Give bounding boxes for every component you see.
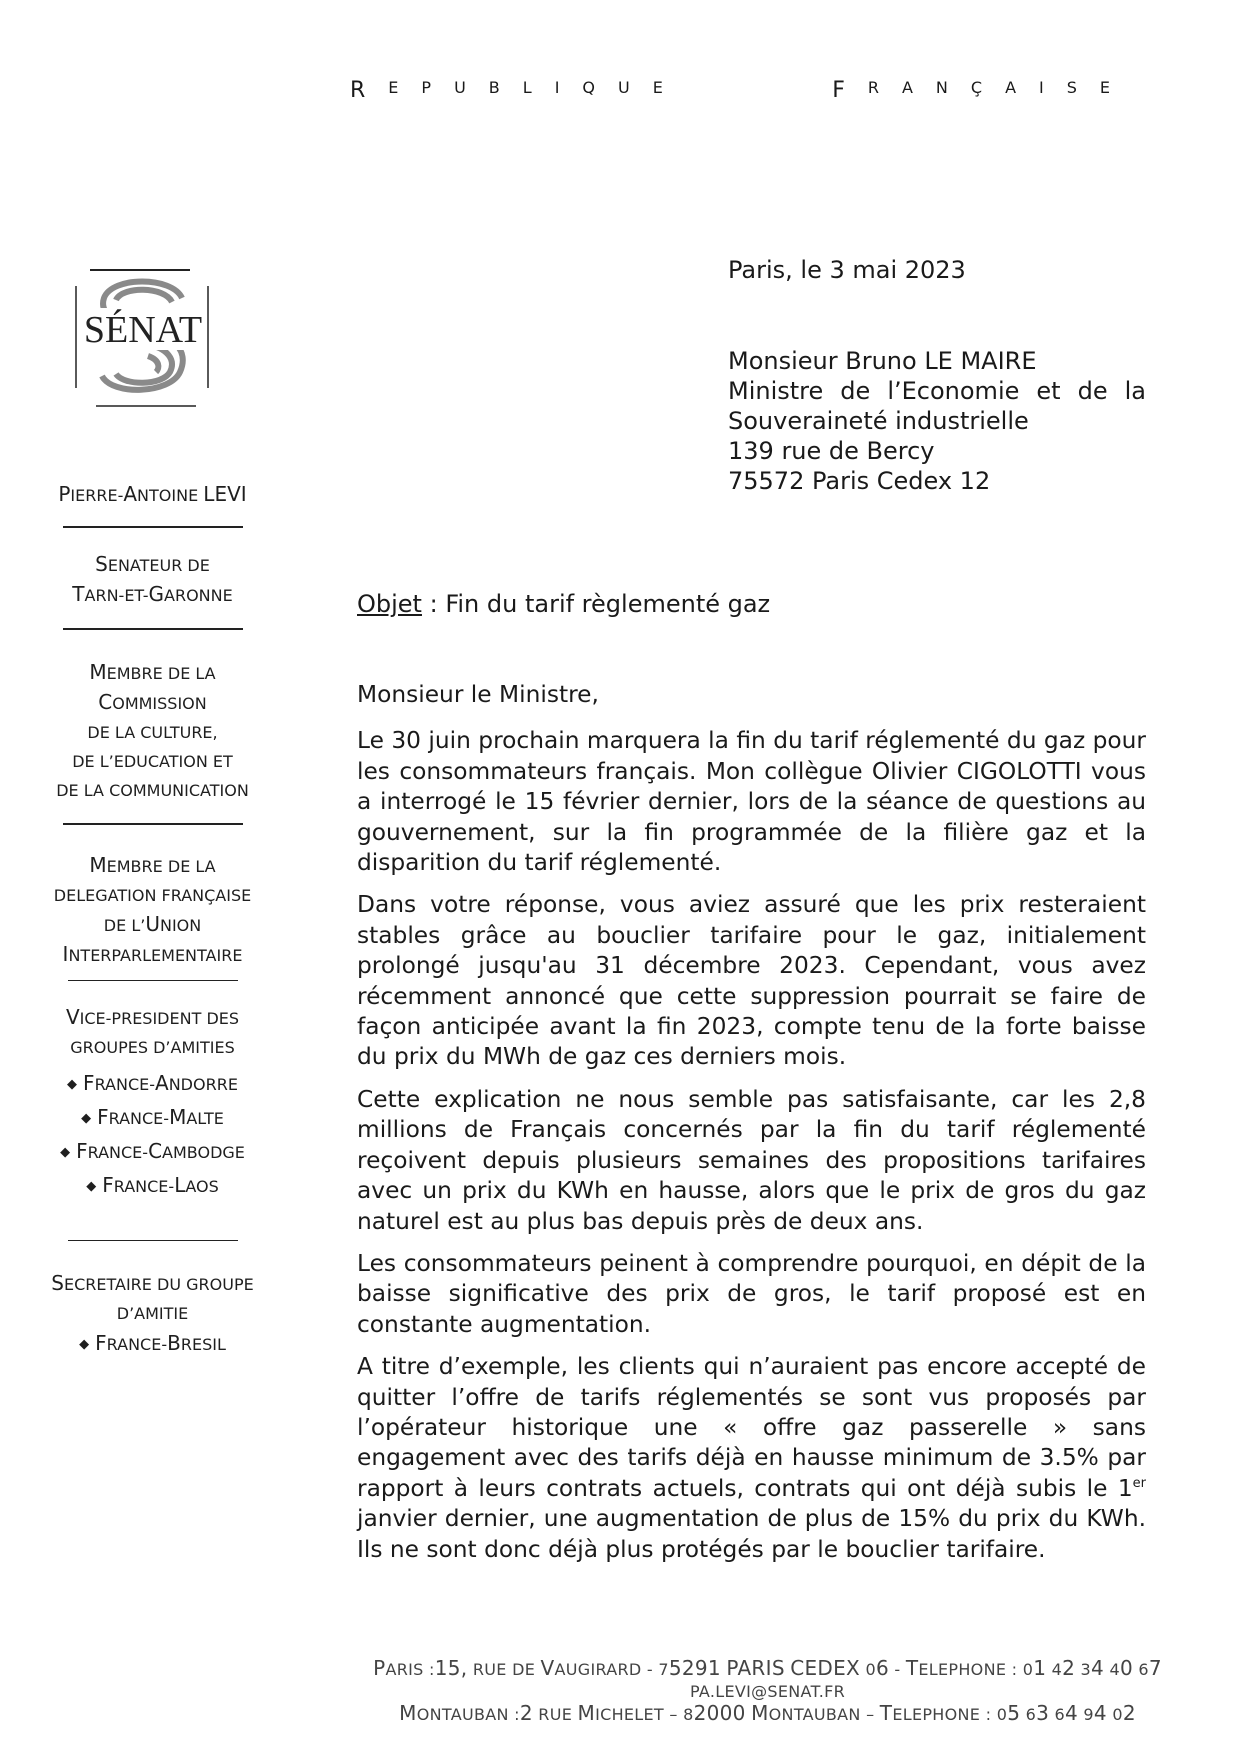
- letter-body: [357, 680, 1146, 1577]
- paragraph-5: [357, 1352, 1146, 1565]
- friendship-groups-list: [30, 1068, 275, 1204]
- logo-text: SÉNAT: [83, 309, 203, 351]
- sidebar-line: DE L’UNION: [103, 912, 202, 936]
- friendship-group-item: [30, 1102, 275, 1136]
- sidebar-line: GROUPES D’AMITIES: [70, 1038, 235, 1057]
- letterhead-letter: E: [652, 78, 663, 97]
- friendship-group-item: [30, 1136, 275, 1170]
- letterhead-letter: U: [454, 78, 466, 97]
- sidebar-line: VICE-PRESIDENT DES: [65, 1005, 240, 1029]
- sidebar-line: DE LA CULTURE,: [87, 723, 218, 742]
- paragraph-5-text-a: A titre d’exemple, les clients qui n’auraient pas encore accepté de quitter l’offre de tarifs réglementés se sont vus proposés par l’opérateur historique une « offre gaz passerelle » sans engagement avec des tarifs déjà en hausse minimum de 3.5% par rapport à leurs contrats actuels, contrats qui ont déjà subis le 1: [357, 1353, 1146, 1502]
- sidebar-line: SECRETAIRE DU GROUPE: [51, 1271, 254, 1295]
- letterhead-letter: Ç: [970, 78, 983, 97]
- paragraph-4: Les consommateurs peinent à comprendre pourquoi, en dépit de la baisse significative des prix de gros, le tarif proposé est en constante augmentation.: [357, 1249, 1146, 1338]
- footer-paris-address: PARIS :15, RUE DE VAUGIRARD - 75291 PARIS CEDEX 06 - TELEPHONE : 01 42 34 40 67 PA.LEVI@SENAT.FR: [373, 1656, 1162, 1701]
- sidebar-line: INTERPARLEMENTAIRE: [62, 942, 243, 966]
- friendship-group-item: [30, 1328, 275, 1362]
- recipient-city: 75572 Paris Cedex 12: [728, 467, 991, 495]
- diamond-bullet-icon: ◆: [67, 1077, 78, 1092]
- recipient-title: Ministre de l’Economie et de la: [728, 377, 1146, 405]
- letterhead-letter: N: [935, 78, 948, 97]
- recipient-name: Monsieur Bruno LE MAIRE: [728, 347, 1037, 375]
- recipient-address: [728, 346, 1146, 496]
- letterhead-word-republique: [350, 78, 663, 103]
- sidebar: [30, 480, 275, 1362]
- paragraph-3: Cette explication ne nous semble pas satisfaisante, car les 2,8 millions de Français concernés par la fin du tarif réglementé reçoivent depuis plusieurs semaines des propositions tarifaires avec un prix du KWh en hausse, alors que le prix de gros du gaz naturel est au plus bas depuis près de deux ans.: [357, 1085, 1146, 1235]
- letterhead-title: [350, 78, 1110, 103]
- letter-footer: [340, 1658, 1195, 1726]
- letterhead-letter: A: [1005, 78, 1017, 97]
- letterhead-letter: E: [1099, 78, 1110, 97]
- sidebar-line: TARN-ET-GARONNE: [72, 582, 233, 606]
- friendship-group-label: FRANCE-ANDORRE: [83, 1071, 238, 1095]
- letterhead-letter: U: [618, 78, 630, 97]
- letterhead-letter: R: [867, 78, 879, 97]
- letterhead-letter: R: [350, 78, 366, 103]
- sidebar-line: DELEGATION FRANÇAISE: [53, 886, 252, 905]
- ordinal-superscript: er: [1132, 1475, 1146, 1491]
- senator-title: [30, 550, 275, 610]
- friendship-group-label: FRANCE-MALTE: [97, 1105, 224, 1129]
- friendship-group-item: [30, 1068, 275, 1102]
- letterhead-letter: I: [1039, 78, 1044, 97]
- sidebar-line: D’AMITIE: [116, 1304, 189, 1323]
- letterhead-letter: A: [901, 78, 913, 97]
- delegation-membership: [30, 851, 275, 970]
- diamond-bullet-icon: ◆: [81, 1111, 92, 1126]
- friendship-group-item: [30, 1170, 275, 1204]
- sidebar-line: DE L’EDUCATION ET: [72, 752, 233, 771]
- letterhead-letter: I: [554, 78, 560, 97]
- subject-label: Objet: [357, 590, 422, 618]
- sidebar-line: MEMBRE DE LA: [89, 853, 216, 877]
- commission-membership: [30, 658, 275, 805]
- friendship-group-label: FRANCE-CAMBODGE: [76, 1139, 245, 1163]
- paragraph-1: Le 30 juin prochain marquera la fin du tarif réglementé du gaz pour les consommateurs français. Mon collègue Olivier CIGOLOTTI vous a interrogé le 15 février dernier, lors de la séance de questions au gouvernement, sur la fin programmée de la filière gaz et la disparition du tarif réglementé.: [357, 727, 1146, 877]
- subject-text: : Fin du tarif règlementé gaz: [421, 590, 771, 618]
- recipient-title-cont: Souveraineté industrielle: [728, 407, 1029, 435]
- secretary-group: [30, 1328, 275, 1362]
- senator-name: PIERRE-ANTOINE LEVI: [58, 482, 247, 506]
- diamond-bullet-icon: ◆: [60, 1145, 71, 1160]
- letterhead-letter: S: [1066, 78, 1077, 97]
- sidebar-line: COMMISSION: [98, 690, 207, 714]
- paragraph-2: Dans votre réponse, vous aviez assuré que les prix resteraient stables grâce au bouclier tarifaire pour le gaz, initialement prolongé jusqu'au 31 décembre 2023. Cependant, vous avez récemment annoncé que cette suppression pourrait se faire de façon anticipée avant la fin 2023, compte tenu de la forte baisse du prix du MWh de gaz ces derniers mois.: [357, 891, 1146, 1071]
- letterhead-letter: L: [522, 78, 532, 97]
- letterhead-letter: E: [388, 78, 399, 97]
- footer-montauban-address: MONTAUBAN :2 RUE MICHELET – 82000 MONTAUBAN – TELEPHONE : 05 63 64 94 02: [399, 1701, 1136, 1725]
- letterhead-letter: Q: [582, 78, 595, 97]
- letter-subject: [357, 590, 770, 618]
- friendship-group-label: FRANCE-LAOS: [102, 1173, 219, 1197]
- letter-date: Paris, le 3 mai 2023: [728, 256, 966, 284]
- letterhead-letter: F: [832, 78, 845, 103]
- recipient-street: 139 rue de Bercy: [728, 437, 935, 465]
- letterhead-letter: B: [488, 78, 500, 97]
- secretary-title: [30, 1269, 275, 1328]
- diamond-bullet-icon: ◆: [86, 1179, 97, 1194]
- vice-president-title: [30, 1003, 275, 1062]
- senat-logo: [72, 268, 214, 408]
- sidebar-line: MEMBRE DE LA: [89, 660, 216, 684]
- sidebar-line: DE LA COMMUNICATION: [56, 781, 249, 800]
- diamond-bullet-icon: ◆: [79, 1337, 90, 1352]
- letterhead-letter: P: [421, 78, 432, 97]
- sidebar-line: SENATEUR DE: [95, 552, 210, 576]
- paragraph-5-text-b: janvier dernier, une augmentation de plus de 15% du prix du KWh. Ils ne sont donc déjà plus protégés par le bouclier tarifaire.: [357, 1505, 1146, 1563]
- letterhead-word-francaise: [832, 78, 1110, 103]
- friendship-group-label: FRANCE-BRESIL: [95, 1331, 226, 1355]
- salutation: Monsieur le Ministre,: [357, 681, 599, 708]
